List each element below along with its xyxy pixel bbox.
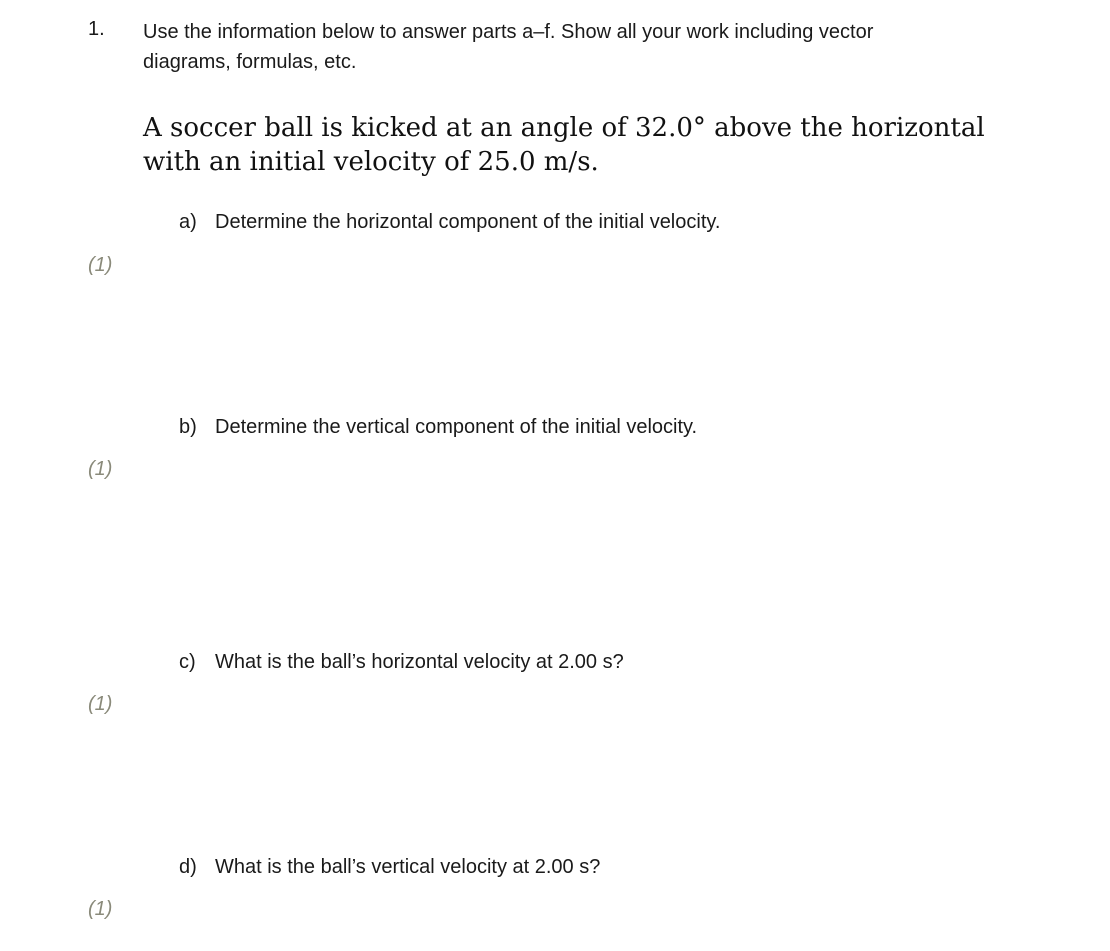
part-d-marks: (1): [88, 898, 113, 920]
part-b-question: Determine the vertical component of the initial velocity.: [215, 416, 698, 438]
part-a-marks: (1): [88, 254, 113, 276]
part-c-marks: (1): [88, 693, 113, 715]
part-c-question: What is the ball’s horizontal velocity at 2.00 s?: [215, 651, 624, 673]
part-c-letter: c): [179, 651, 196, 673]
part-d-question: What is the ball’s vertical velocity at 2.00 s?: [215, 856, 601, 878]
problem-line-1: A soccer ball is kicked at an angle of 32.0° above the horizontal: [143, 113, 985, 143]
instruction-line-2: diagrams, formulas, etc.: [143, 51, 357, 73]
part-b-marks: (1): [88, 458, 113, 480]
problem-line-2: with an initial velocity of 25.0 m/s.: [143, 147, 599, 177]
instructions: [143, 17, 873, 77]
instruction-line-1: Use the information below to answer parts a–f. Show all your work including vector: [143, 21, 874, 43]
question-number: 1.: [88, 18, 105, 40]
part-a-letter: a): [179, 211, 197, 233]
problem-statement: [143, 111, 985, 179]
part-a-question: Determine the horizontal component of the initial velocity.: [215, 211, 721, 233]
part-b-letter: b): [179, 416, 197, 438]
part-d-letter: d): [179, 856, 197, 878]
